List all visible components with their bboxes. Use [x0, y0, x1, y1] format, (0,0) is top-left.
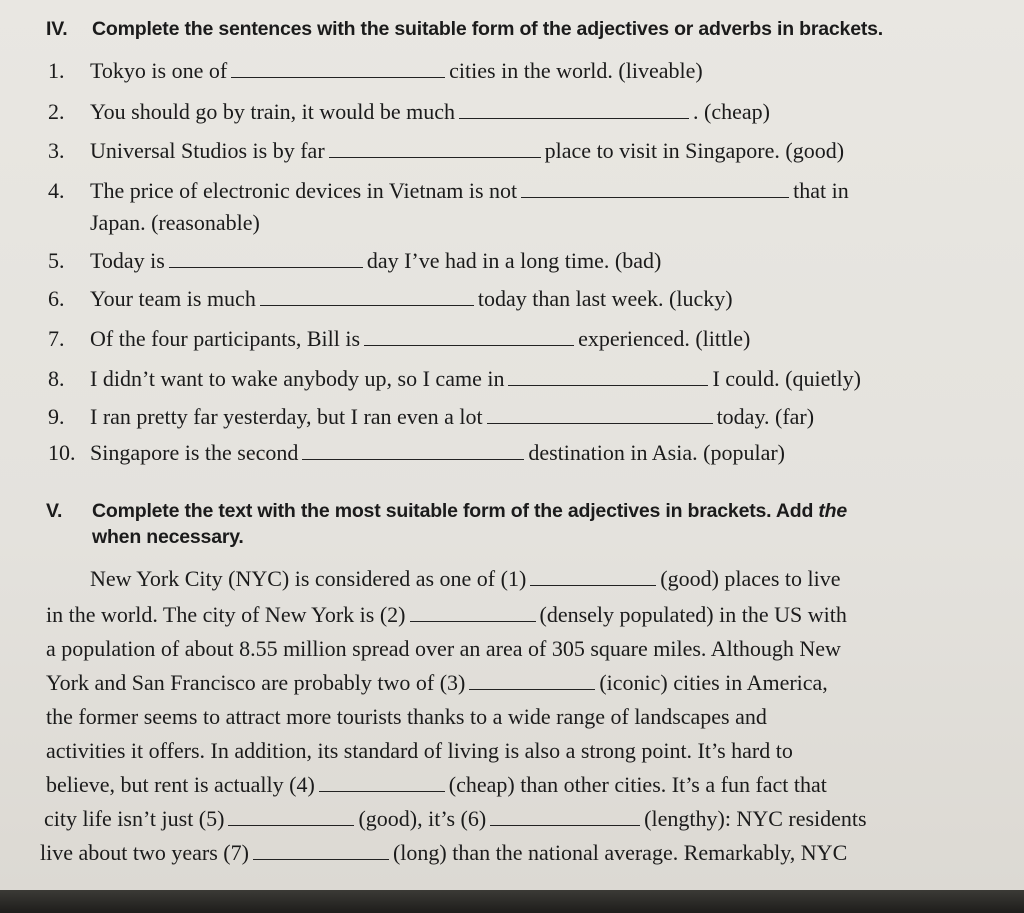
paragraph-line-5 — [46, 704, 767, 730]
exercise-item-8 — [48, 366, 861, 392]
item-number: 7. — [48, 326, 65, 351]
exercise-item-6 — [48, 286, 733, 312]
item-text-before: Singapore is the second — [90, 440, 299, 465]
paragraph-text: (densely populated) in the US with — [539, 602, 847, 627]
paragraph-line-1 — [90, 566, 841, 592]
item-number: 10. — [48, 440, 76, 465]
exercise-item-7 — [48, 326, 750, 352]
section-5-number: V. — [46, 500, 63, 522]
answer-blank-7[interactable] — [253, 841, 389, 860]
item-number: 3. — [48, 138, 65, 163]
section-4-heading — [46, 18, 883, 41]
item-number: 1. — [48, 58, 65, 83]
item-text-before: Today is — [90, 248, 165, 273]
section-5-heading-line2 — [92, 526, 244, 549]
paragraph-text: activities it offers. In addition, its standard of living is also a strong point. It’s hard to — [46, 738, 793, 763]
item-text-before: Universal Studios is by far — [90, 138, 325, 163]
paragraph-text: York and San Francisco are probably two of (3) — [46, 670, 466, 695]
paragraph-text: New York City (NYC) is considered as one of (1) — [90, 566, 527, 591]
paragraph-text: (iconic) cities in America, — [599, 670, 828, 695]
section-5-heading — [46, 500, 847, 523]
paragraph-text: (cheap) than other cities. It’s a fun fact that — [448, 772, 827, 797]
item-text-before: The price of electronic devices in Vietnam is not — [90, 178, 518, 203]
answer-blank[interactable] — [329, 139, 541, 158]
answer-blank[interactable] — [459, 100, 689, 119]
page-bottom-edge — [0, 890, 1024, 913]
answer-blank[interactable] — [521, 179, 789, 198]
section-5-title: Complete the text with the most suitable form of the adjectives in brackets. Add — [92, 500, 819, 522]
answer-blank[interactable] — [302, 441, 524, 460]
section-5-title-emphasis: the — [818, 500, 848, 522]
paragraph-line-7 — [46, 772, 827, 798]
answer-blank-5[interactable] — [228, 807, 354, 826]
item-text-after: day I’ve had in a long time. (bad) — [366, 248, 662, 273]
item-number: 5. — [48, 248, 65, 273]
item-text-before: Your team is much — [90, 286, 256, 311]
item-text-continued: Japan. (reasonable) — [90, 210, 260, 235]
item-number: 8. — [48, 366, 65, 391]
exercise-item-9 — [48, 404, 814, 430]
item-text-after: cities in the world. (liveable) — [449, 58, 703, 83]
paragraph-text: (good), it’s (6) — [358, 806, 487, 831]
exercise-item-4-continued — [90, 210, 260, 236]
paragraph-line-8 — [44, 806, 867, 832]
answer-blank[interactable] — [169, 249, 363, 268]
item-text-after: place to visit in Singapore. (good) — [544, 138, 845, 163]
answer-blank-6[interactable] — [490, 807, 640, 826]
paragraph-line-3 — [46, 636, 841, 662]
section-5-title-continued: when necessary. — [92, 526, 244, 548]
item-text-before: I didn’t want to wake anybody up, so I came in — [90, 366, 505, 391]
paragraph-line-2 — [46, 602, 847, 628]
answer-blank-3[interactable] — [469, 671, 595, 690]
item-text-after: that in — [793, 178, 849, 203]
item-text-before: You should go by train, it would be much — [90, 99, 456, 124]
item-text-after: I could. (quietly) — [712, 366, 861, 391]
answer-blank[interactable] — [260, 287, 474, 306]
answer-blank-4[interactable] — [319, 773, 445, 792]
paragraph-line-9 — [40, 840, 847, 866]
section-4-title: Complete the sentences with the suitable form of the adjectives or adverbs in brackets. — [92, 18, 883, 40]
item-text-before: Tokyo is one of — [90, 58, 228, 83]
answer-blank[interactable] — [487, 405, 713, 424]
item-number: 9. — [48, 404, 65, 429]
paragraph-text: live about two years (7) — [40, 840, 249, 865]
paragraph-text: (good) places to live — [660, 566, 841, 591]
item-number: 2. — [48, 99, 65, 124]
exercise-item-10 — [48, 440, 785, 466]
item-text-after: today than last week. (lucky) — [477, 286, 733, 311]
section-4-number: IV. — [46, 18, 68, 40]
paragraph-text: the former seems to attract more tourists thanks to a wide range of landscapes and — [46, 704, 767, 729]
paragraph-text: in the world. The city of New York is (2) — [46, 602, 406, 627]
item-text-after: . (cheap) — [693, 99, 770, 124]
paragraph-text: (long) than the national average. Remarkably, NYC — [392, 840, 848, 865]
item-text-before: Of the four participants, Bill is — [90, 326, 361, 351]
paragraph-text: (lengthy): NYC residents — [644, 806, 867, 831]
answer-blank-1[interactable] — [530, 567, 656, 586]
paragraph-text: city life isn’t just (5) — [44, 806, 225, 831]
item-text-after: today. (far) — [716, 404, 815, 429]
item-number: 6. — [48, 286, 65, 311]
answer-blank[interactable] — [364, 327, 574, 346]
item-text-after: experienced. (little) — [578, 326, 751, 351]
item-text-before: I ran pretty far yesterday, but I ran even a lot — [90, 404, 483, 429]
item-number: 4. — [48, 178, 65, 203]
exercise-item-2 — [48, 99, 770, 125]
paragraph-line-6 — [46, 738, 793, 764]
exercise-item-5 — [48, 248, 661, 274]
paragraph-text: a population of about 8.55 million spread over an area of 305 square miles. Although New — [46, 636, 841, 661]
answer-blank[interactable] — [508, 367, 708, 386]
exercise-item-3 — [48, 138, 844, 164]
answer-blank[interactable] — [231, 59, 445, 78]
exercise-item-1 — [48, 58, 703, 84]
paragraph-line-4 — [46, 670, 828, 696]
paragraph-text: believe, but rent is actually (4) — [46, 772, 315, 797]
exercise-item-4 — [48, 178, 849, 204]
item-text-after: destination in Asia. (popular) — [528, 440, 785, 465]
answer-blank-2[interactable] — [410, 603, 536, 622]
